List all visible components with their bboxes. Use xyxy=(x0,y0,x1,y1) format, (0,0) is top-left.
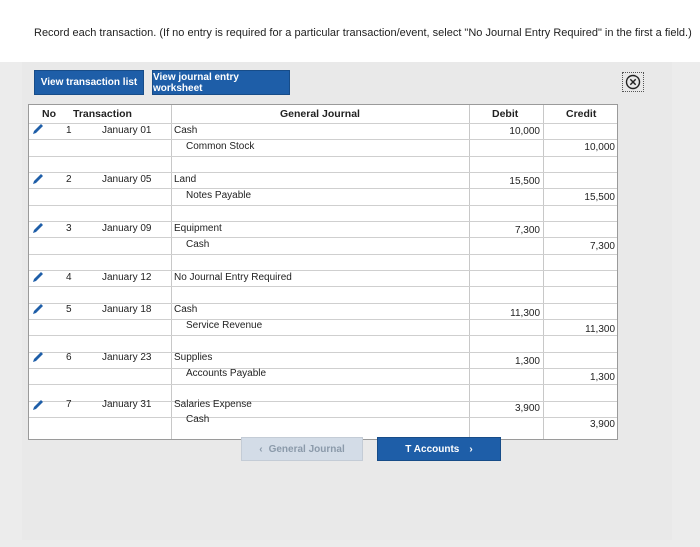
entry-date: January 05 xyxy=(102,174,152,185)
prev-button-label: General Journal xyxy=(268,443,345,455)
row-divider xyxy=(29,172,617,173)
row-divider xyxy=(29,319,617,320)
header-debit: Debit xyxy=(492,108,519,120)
debit-amount[interactable]: 11,300 xyxy=(510,308,540,319)
view-transaction-list-button[interactable]: View transaction list xyxy=(34,70,144,95)
row-divider xyxy=(29,156,617,157)
entry-date: January 12 xyxy=(102,272,152,283)
credit-amount[interactable]: 10,000 xyxy=(584,142,615,153)
credit-account[interactable]: Service Revenue xyxy=(186,320,263,331)
header-credit: Credit xyxy=(566,108,597,120)
credit-amount[interactable]: 11,300 xyxy=(585,324,615,335)
header-general-journal: General Journal xyxy=(280,108,360,120)
credit-account[interactable]: Cash xyxy=(186,414,210,425)
row-divider xyxy=(29,254,617,255)
credit-amount[interactable]: 3,900 xyxy=(589,419,615,430)
entry-no: 3 xyxy=(66,223,72,234)
chevron-right-icon: › xyxy=(469,443,473,455)
close-button[interactable] xyxy=(622,72,644,92)
row-divider xyxy=(29,270,617,271)
debit-amount[interactable]: 15,500 xyxy=(509,176,540,187)
row-divider xyxy=(29,205,617,206)
credit-amount[interactable]: 7,300 xyxy=(589,241,615,252)
instructions-text: Record each transaction. (If no entry is required for a particular transaction/event, select "No Journal Entry Required" in the first a field.) xyxy=(34,27,692,39)
row-divider xyxy=(29,335,617,336)
instructions-panel xyxy=(0,0,700,62)
debit-account[interactable]: Equipment xyxy=(174,223,222,234)
row-divider xyxy=(29,384,617,385)
credit-account[interactable]: Notes Payable xyxy=(186,190,252,201)
credit-amount[interactable]: 1,300 xyxy=(589,372,615,383)
close-icon xyxy=(625,74,641,90)
edit-icon[interactable] xyxy=(31,221,45,235)
edit-icon[interactable] xyxy=(31,172,45,186)
entry-no: 4 xyxy=(66,272,72,283)
row-divider xyxy=(29,139,617,140)
debit-amount[interactable]: 10,000 xyxy=(509,126,540,137)
debit-account[interactable]: Salaries Expense xyxy=(174,399,252,410)
credit-account[interactable]: Common Stock xyxy=(186,141,255,152)
edit-icon[interactable] xyxy=(31,270,45,284)
row-divider xyxy=(29,221,617,222)
row-divider xyxy=(29,188,617,189)
debit-account[interactable]: No Journal Entry Required xyxy=(174,272,292,283)
edit-icon[interactable] xyxy=(31,398,45,412)
entry-date: January 09 xyxy=(102,223,152,234)
row-divider xyxy=(29,368,617,369)
general-journal-table xyxy=(28,104,618,440)
debit-amount[interactable]: 1,300 xyxy=(514,356,540,367)
edit-icon[interactable] xyxy=(31,302,45,316)
header-transaction: Transaction xyxy=(73,108,132,120)
row-divider xyxy=(29,417,617,418)
debit-account[interactable]: Land xyxy=(174,174,197,185)
entry-date: January 01 xyxy=(102,125,152,136)
entry-date: January 23 xyxy=(102,352,152,363)
header-no: No xyxy=(42,108,56,120)
row-divider xyxy=(29,286,617,287)
row-divider xyxy=(29,237,617,238)
row-divider xyxy=(29,123,617,124)
table-header xyxy=(29,105,619,123)
credit-account[interactable]: Cash xyxy=(186,239,210,250)
debit-account[interactable]: Cash xyxy=(174,125,198,136)
view-journal-entry-worksheet-button[interactable]: View journal entry worksheet xyxy=(152,70,290,95)
debit-account[interactable]: Supplies xyxy=(174,352,213,363)
chevron-left-icon: ‹ xyxy=(259,443,263,455)
entry-no: 5 xyxy=(66,304,72,315)
entry-no: 7 xyxy=(66,399,72,410)
credit-account[interactable]: Accounts Payable xyxy=(186,368,267,379)
debit-amount[interactable]: 7,300 xyxy=(514,225,540,236)
entry-date: January 18 xyxy=(102,304,152,315)
next-button-label: T Accounts xyxy=(405,443,460,455)
prev-general-journal-button[interactable] xyxy=(241,437,363,461)
entry-no: 2 xyxy=(66,174,72,185)
credit-amount[interactable]: 15,500 xyxy=(584,192,615,203)
debit-account[interactable]: Cash xyxy=(174,304,198,315)
entry-no: 1 xyxy=(66,125,72,136)
entry-no: 6 xyxy=(66,352,72,363)
entry-date: January 31 xyxy=(102,399,152,410)
edit-icon[interactable] xyxy=(31,122,45,136)
debit-amount[interactable]: 3,900 xyxy=(514,403,540,414)
next-t-accounts-button[interactable] xyxy=(377,437,501,461)
edit-icon[interactable] xyxy=(31,350,45,364)
